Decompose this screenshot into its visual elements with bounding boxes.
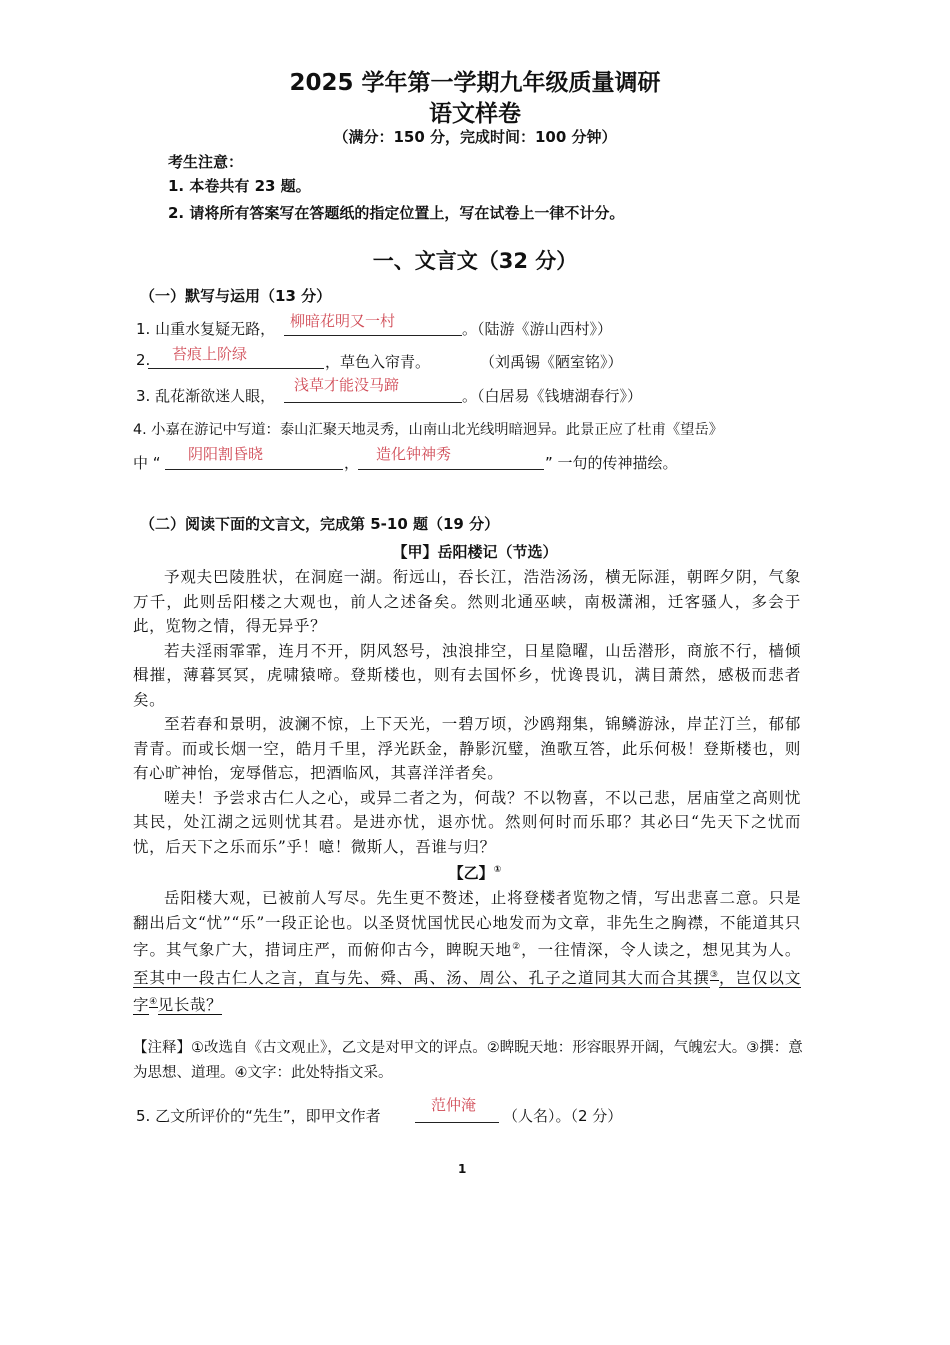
q4-separator: ， xyxy=(344,454,360,472)
yi-passage xyxy=(133,886,801,1018)
yi-paragraph xyxy=(133,886,801,1018)
yi-footnote-2: ② xyxy=(512,942,522,952)
yi-underlined-sentence-b: ，岂仅以文字 xyxy=(133,968,801,1015)
exam-title: 2025 学年第一学期九年级质量调研 xyxy=(289,70,661,96)
q5-answer: 范仲淹 xyxy=(431,1096,477,1114)
q2-answer: 苔痕上阶绿 xyxy=(172,345,248,363)
q2-prefix: 2. xyxy=(136,351,151,369)
q1-suffix: 。（陆游《游山西村》） xyxy=(462,320,613,338)
jia-paragraph-1: 予观夫巴陵胜状，在洞庭一湖。衔远山，吞长江，浩浩汤汤，横无际涯，朝晖夕阴，气象万千，此则岳阳楼之大观也，前人之述备矣。然则北通巫峡，南极潇湘，迁客骚人，多会于此，览物之情，得无异乎？ xyxy=(133,568,801,635)
section-title: 一、文言文（32 分） xyxy=(372,249,578,273)
page-number: 1 xyxy=(458,1162,467,1176)
q4-text: 4. 小嘉在游记中写道：泰山汇聚天地灵秀，山南山北光线明暗迥异。此景正应了杜甫《望岳》 xyxy=(133,422,724,438)
q4-answer-2: 造化钟神秀 xyxy=(376,445,452,463)
q4-prefix: 中 “ xyxy=(133,454,161,472)
q5-answer-blank[interactable] xyxy=(415,1122,499,1123)
part2-heading: （二）阅读下面的文言文，完成第 5-10 题（19 分） xyxy=(140,515,500,533)
jia-passage xyxy=(133,565,801,859)
q5-suffix: （人名）。（2 分） xyxy=(503,1107,623,1125)
q3-answer: 浅草才能没马蹄 xyxy=(294,376,400,394)
notice-item-2: 2. 请将所有答案写在答题纸的指定位置上，写在试卷上一律不计分。 xyxy=(168,204,625,222)
jia-paragraph-4: 嗟夫！予尝求古仁人之心，或异二者之为，何哉？不以物喜，不以己悲，居庙堂之高则忧其民，处江湖之远则忧其君。是进亦忧，退亦忧。然则何时而乐耶？其必曰“先天下之忧而忧，后天下之乐而乐”乎！噫！微斯人，吾谁与归？ xyxy=(133,788,801,856)
score-info: （满分：150 分，完成时间：100 分钟） xyxy=(333,128,617,146)
yi-text-1: 岳阳楼大观，已被前人写尽。先生更不赘述，止将登楼者览物之情，写出悲喜二意。只是翻出后文“忧”“乐”一段正论也。以圣贤忧国忧民心地发而为文章，非先生之胸襟，不能道其只字。其气象广大，措词庄严，而俯仰古今，睥睨天地 xyxy=(133,889,801,960)
yi-footnote-4: ④ xyxy=(149,997,158,1008)
q3-suffix: 。（白居易《钱塘湖春行》） xyxy=(462,387,643,405)
q1-answer-blank[interactable] xyxy=(284,335,462,336)
exam-subtitle: 语文样卷 xyxy=(429,101,521,127)
jia-paragraph-2: 若夫淫雨霏霏，连月不开，阴风怒号，浊浪排空，日星隐曜，山岳潜形，商旅不行，樯倾楫摧，薄暮冥冥，虎啸猿啼。登斯楼也，则有去国怀乡，忧谗畏讥，满目萧然，感极而悲者矣。 xyxy=(133,641,801,709)
q2-answer-blank[interactable] xyxy=(148,368,324,369)
q3-answer-blank[interactable] xyxy=(284,402,462,403)
yi-text-2: ，一往情深，令人读之，想见其为人。 xyxy=(521,941,801,960)
yi-footnote-3: ③ xyxy=(709,969,719,980)
yi-underlined-sentence-a: 至其中一段古仁人之言，直与先、舜、禹、汤、周公、孔子之道同其大而合其撰 xyxy=(133,968,710,987)
yi-title xyxy=(0,862,950,883)
q4-suffix: ” 一句的传神描绘。 xyxy=(545,454,678,472)
notice-heading: 考生注意： xyxy=(168,153,244,171)
jia-title: 【甲】岳阳楼记（节选） xyxy=(392,543,558,561)
notice-item-1: 1. 本卷共有 23 题。 xyxy=(168,177,311,195)
q3-prefix: 3. 乱花渐欲迷人眼， xyxy=(136,387,276,405)
q1-answer: 柳暗花明又一村 xyxy=(290,312,396,330)
yi-footnote-mark: ① xyxy=(493,865,502,875)
q1-prefix: 1. 山重水复疑无路， xyxy=(136,320,276,338)
q4-answer-blank-1[interactable] xyxy=(165,469,343,470)
q5-prefix: 5. 乙文所评价的“先生”，即甲文作者 xyxy=(136,1107,381,1125)
notes: 【注释】①改选自《古文观止》，乙文是对甲文的评点。②睥睨天地：形容眼界开阔，气魄宏大。③撰：意为思想、道理。④文字：此处特指文采。 xyxy=(133,1040,803,1081)
part1-heading: （一）默写与运用（13 分） xyxy=(140,287,332,305)
q4-answer-1: 阴阳割昏晓 xyxy=(188,445,264,463)
yi-underlined-sentence-c: 见长哉？ xyxy=(157,996,223,1015)
q2-suffix: ，草色入帘青。 xyxy=(325,353,431,371)
q2-source: （刘禹锡《陋室铭》） xyxy=(480,353,623,371)
jia-paragraph-3: 至若春和景明，波澜不惊，上下天光，一碧万顷，沙鸥翔集，锦鳞游泳，岸芷汀兰，郁郁青青。而或长烟一空，皓月千里，浮光跃金，静影沉璧，渔歌互答，此乐何极！登斯楼也，则有心旷神怡，宠辱偕忘，把酒临风，其喜洋洋者矣。 xyxy=(133,715,801,782)
yi-title-text: 【乙】 xyxy=(448,864,494,882)
q4-answer-blank-2[interactable] xyxy=(358,469,544,470)
